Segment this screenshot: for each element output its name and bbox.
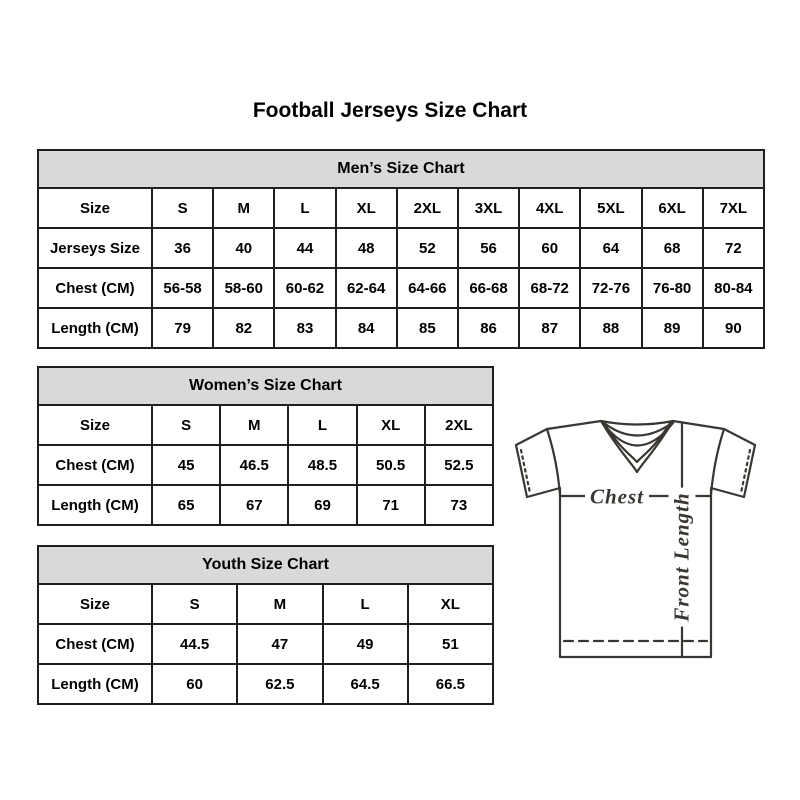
value-cell: 87: [519, 308, 580, 348]
womens-size-chart-title: Women’s Size Chart: [37, 366, 494, 406]
value-cell: 60: [152, 664, 237, 704]
value-cell: 60: [519, 228, 580, 268]
row-label-cell: Length (CM): [38, 485, 152, 525]
value-cell: 5XL: [580, 188, 641, 228]
jersey-outline: [516, 421, 755, 657]
mens-size-chart-title: Men’s Size Chart: [37, 149, 765, 189]
value-cell: 36: [152, 228, 213, 268]
table-row: [38, 485, 493, 525]
page-title: Football Jerseys Size Chart: [252, 99, 528, 122]
value-cell: 44.5: [152, 624, 237, 664]
value-cell: 82: [213, 308, 274, 348]
chest-measure-label: Chest: [585, 484, 649, 511]
value-cell: 3XL: [458, 188, 519, 228]
youth-size-chart-title: Youth Size Chart: [37, 545, 494, 585]
table-row: [38, 268, 764, 308]
value-cell: M: [237, 584, 322, 624]
value-cell: 4XL: [519, 188, 580, 228]
womens-size-table: [37, 404, 494, 526]
value-cell: 50.5: [357, 445, 425, 485]
table-row: [38, 445, 493, 485]
value-cell: 65: [152, 485, 220, 525]
row-label-cell: Length (CM): [38, 308, 152, 348]
value-cell: 2XL: [425, 405, 493, 445]
value-cell: XL: [408, 584, 493, 624]
value-cell: S: [152, 584, 237, 624]
value-cell: 46.5: [220, 445, 288, 485]
value-cell: 66.5: [408, 664, 493, 704]
table-row: [38, 308, 764, 348]
value-cell: M: [220, 405, 288, 445]
front-length-measure-label: Front Length: [669, 487, 696, 626]
value-cell: 76-80: [642, 268, 703, 308]
value-cell: 45: [152, 445, 220, 485]
value-cell: 88: [580, 308, 641, 348]
jersey-measurement-diagram: [503, 398, 769, 664]
table-row: [38, 188, 764, 228]
row-label-cell: Chest (CM): [38, 268, 152, 308]
value-cell: 56: [458, 228, 519, 268]
value-cell: 72: [703, 228, 764, 268]
value-cell: 49: [323, 624, 408, 664]
row-label-cell: Size: [38, 188, 152, 228]
value-cell: 62-64: [336, 268, 397, 308]
value-cell: XL: [357, 405, 425, 445]
value-cell: 64.5: [323, 664, 408, 704]
table-row: [38, 584, 493, 624]
womens-size-chart-section: [37, 366, 494, 526]
value-cell: L: [288, 405, 356, 445]
row-label-cell: Size: [38, 405, 152, 445]
value-cell: 89: [642, 308, 703, 348]
table-row: [38, 405, 493, 445]
value-cell: 52.5: [425, 445, 493, 485]
table-row: [38, 228, 764, 268]
value-cell: 67: [220, 485, 288, 525]
value-cell: 44: [274, 228, 335, 268]
value-cell: 60-62: [274, 268, 335, 308]
value-cell: M: [213, 188, 274, 228]
value-cell: 84: [336, 308, 397, 348]
value-cell: 40: [213, 228, 274, 268]
row-label-cell: Jerseys Size: [38, 228, 152, 268]
value-cell: 79: [152, 308, 213, 348]
table-row: [38, 664, 493, 704]
value-cell: 68: [642, 228, 703, 268]
mens-size-table: [37, 187, 765, 349]
value-cell: S: [152, 405, 220, 445]
value-cell: XL: [336, 188, 397, 228]
value-cell: 48: [336, 228, 397, 268]
value-cell: 86: [458, 308, 519, 348]
value-cell: 64-66: [397, 268, 458, 308]
row-label-cell: Length (CM): [38, 664, 152, 704]
table-row: [38, 624, 493, 664]
value-cell: 48.5: [288, 445, 356, 485]
value-cell: 52: [397, 228, 458, 268]
youth-size-table: [37, 583, 494, 705]
value-cell: S: [152, 188, 213, 228]
value-cell: 68-72: [519, 268, 580, 308]
value-cell: 90: [703, 308, 764, 348]
jersey-illustration: [503, 398, 769, 664]
row-label-cell: Chest (CM): [38, 445, 152, 485]
row-label-cell: Size: [38, 584, 152, 624]
value-cell: 47: [237, 624, 322, 664]
value-cell: L: [274, 188, 335, 228]
value-cell: 51: [408, 624, 493, 664]
value-cell: L: [323, 584, 408, 624]
value-cell: 56-58: [152, 268, 213, 308]
value-cell: 85: [397, 308, 458, 348]
value-cell: 66-68: [458, 268, 519, 308]
value-cell: 73: [425, 485, 493, 525]
value-cell: 6XL: [642, 188, 703, 228]
value-cell: 2XL: [397, 188, 458, 228]
value-cell: 7XL: [703, 188, 764, 228]
value-cell: 69: [288, 485, 356, 525]
youth-size-chart-section: [37, 545, 494, 705]
value-cell: 71: [357, 485, 425, 525]
mens-size-chart-section: [37, 149, 765, 349]
value-cell: 62.5: [237, 664, 322, 704]
value-cell: 83: [274, 308, 335, 348]
value-cell: 58-60: [213, 268, 274, 308]
value-cell: 64: [580, 228, 641, 268]
value-cell: 72-76: [580, 268, 641, 308]
value-cell: 80-84: [703, 268, 764, 308]
row-label-cell: Chest (CM): [38, 624, 152, 664]
